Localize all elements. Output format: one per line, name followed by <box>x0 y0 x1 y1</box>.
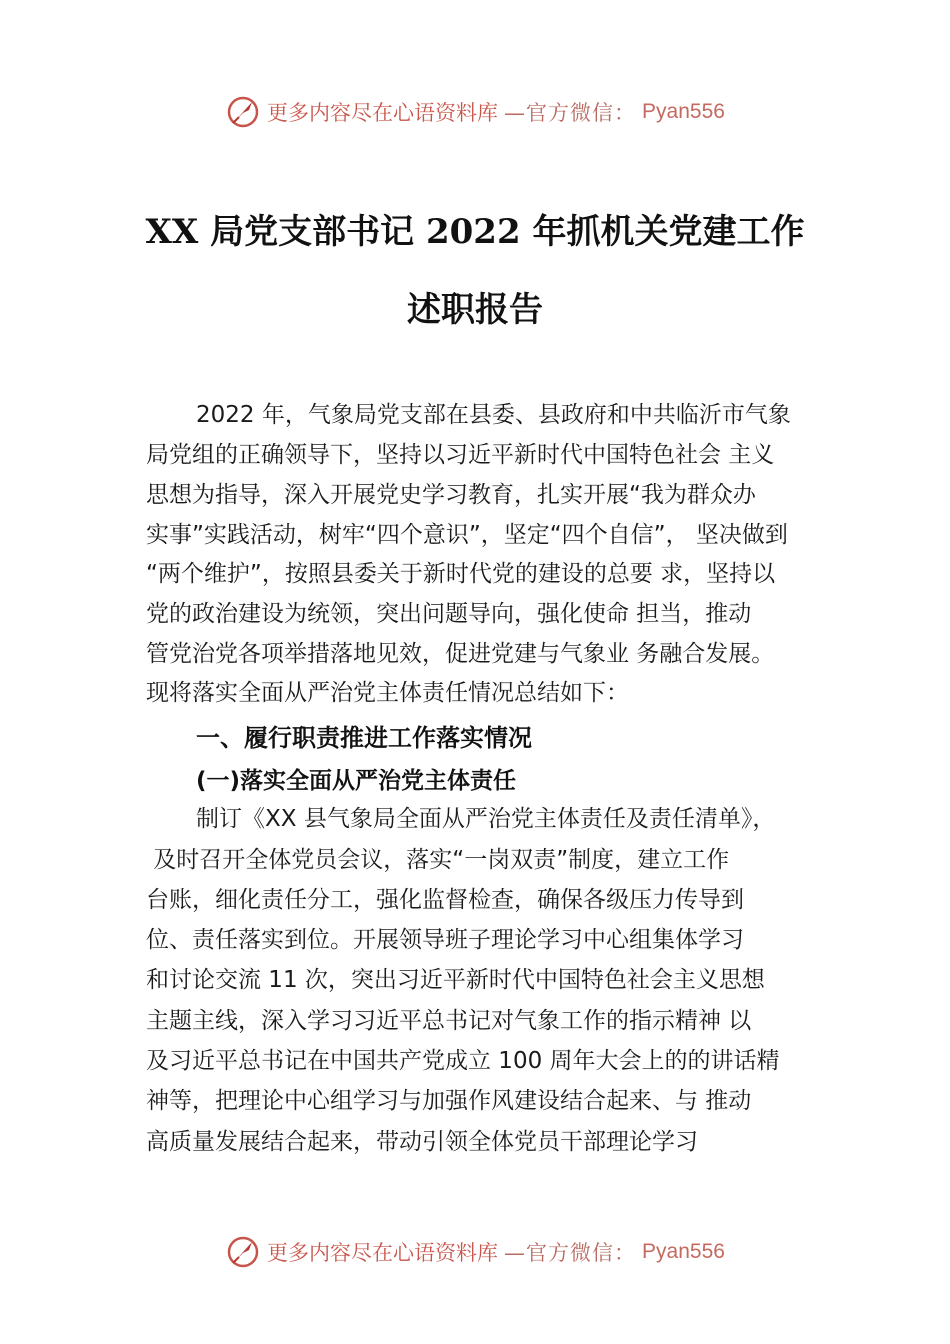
section-heading: 一、履行职责推进工作落实情况 <box>196 724 532 752</box>
paragraph-line: 及时召开全体党员会议，落实“一岗双责”制度，建立工作 <box>146 847 730 873</box>
paragraph-line: 主题主线，深入学习习近平总书记对气象工作的指示精神 以 <box>146 1008 752 1034</box>
paragraph-line: 台账，细化责任分工，强化监督检查，确保各级压力传导到 <box>146 887 744 913</box>
banner-wechat-id: Pyan556 <box>642 1240 725 1263</box>
document-title-line2: 述职报告 <box>407 290 543 330</box>
banner-gray-text: —官方微信： <box>504 1241 637 1265</box>
subsection-heading: (一)落实全面从严治党主体责任 <box>196 768 517 794</box>
paragraph-line: 神等，把理论中心组学习与加强作风建设结合起来、与 推动 <box>146 1088 752 1114</box>
document-title-line1: XX 局党支部书记 2022 年抓机关党建工作 <box>145 212 805 252</box>
paragraph-line: 实事”实践活动，树牢“四个意识”，坚定“四个自信”， 坚决做到 <box>146 522 788 548</box>
paragraph-line: 及习近平总书记在中国共产党成立 100 周年大会上的的讲话精 <box>146 1048 780 1074</box>
paragraph-line: 2022 年，气象局党支部在县委、县政府和中共临沂市气象 <box>196 402 791 428</box>
header-banner <box>0 90 950 134</box>
paragraph-line: 党的政治建设为统领，突出问题导向，强化使命 担当，推动 <box>146 601 752 627</box>
feather-pen-logo-icon <box>225 94 261 130</box>
paragraph-line: “两个维护”，按照县委关于新时代党的建设的总要 求，坚持以 <box>146 561 776 587</box>
paragraph-line: 制订《XX 县气象局全面从严治党主体责任及责任清单》， <box>196 806 776 832</box>
paragraph-line: 位、责任落实到位。开展领导班子理论学习中心组集体学习 <box>146 927 744 953</box>
banner-red-text: 更多内容尽在心语资料库 <box>267 101 499 125</box>
feather-pen-logo-icon <box>225 1234 261 1270</box>
paragraph-line: 思想为指导，深入开展党史学习教育，扎实开展“我为群众办 <box>146 482 756 508</box>
paragraph-line: 高质量发展结合起来，带动引领全体党员干部理论学习 <box>146 1129 698 1155</box>
footer-banner <box>0 1230 950 1274</box>
banner-red-text: 更多内容尽在心语资料库 <box>267 1241 499 1265</box>
banner-gray-text: —官方微信： <box>504 101 637 125</box>
paragraph-line: 现将落实全面从严治党主体责任情况总结如下： <box>146 680 629 706</box>
banner-wechat-id: Pyan556 <box>642 100 725 123</box>
paragraph-line: 局党组的正确领导下，坚持以习近平新时代中国特色社会 主义 <box>146 442 775 468</box>
paragraph-line: 管党治党各项举措落地见效，促进党建与气象业 务融合发展。 <box>146 641 775 667</box>
paragraph-line: 和讨论交流 11 次，突出习近平新时代中国特色社会主义思想 <box>146 967 765 993</box>
